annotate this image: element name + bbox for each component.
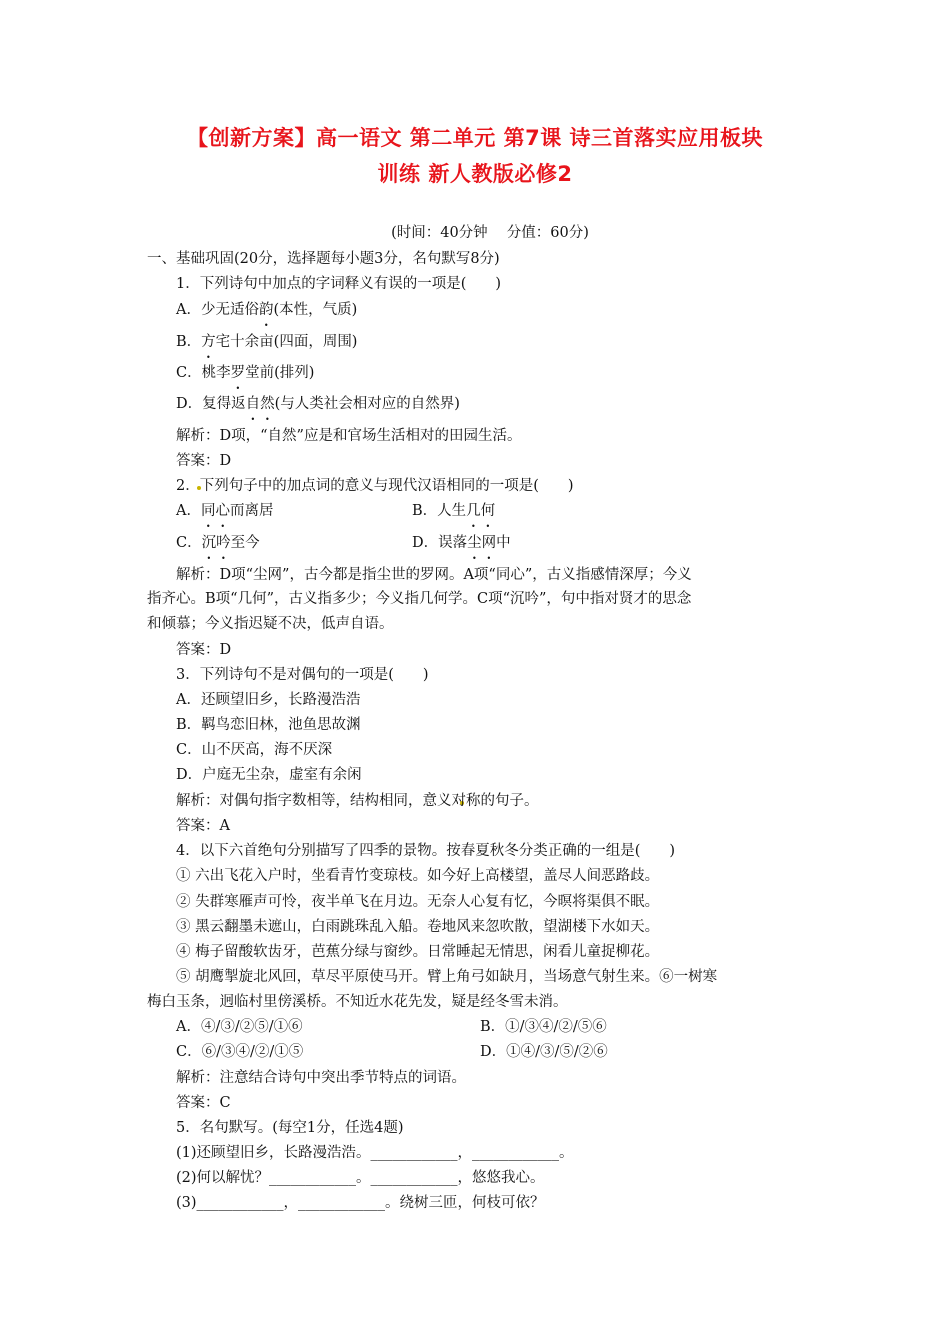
q3-option-b: B．羁鸟恋旧林，池鱼思故渊 [176,717,361,733]
q5-item-2: (2)何以解忧？____________。____________，悠悠我心。 [176,1170,545,1186]
q4-option-d: D．①④/③/⑤/②⑥ [480,1044,608,1060]
q2-analysis-line2: 指齐心。B项“几何”，古义指多少；今义指几何学。C项“沉吟”，句中指对贤才的思念 [147,591,692,607]
q1-stem: 1．下列诗句中加点的字词释义有误的一项是( ) [176,276,502,292]
q4-poem-4: ④ 梅子留酸软齿牙，芭蕉分绿与窗纱。日常睡起无情思，闲看儿童捉柳花。 [176,944,660,960]
q2-answer: 答案：D [176,642,232,658]
q4-poem-5-line1: ⑤ 胡鹰掣旋北风回，草尽平原使马开。臂上角弓如缺月，当场意气射生来。⑥一树寒 [176,969,718,985]
q3-option-d: D．户庭无尘杂，虚室有余闲 [176,767,362,783]
q4-poem-1: ① 六出飞花入户时，坐看青竹变琼枝。如今好上高楼望，盖尽人间恶路歧。 [176,868,660,884]
q4-poem-5-line2: 梅白玉条，迥临村里傍溪桥。不知近水花先发，疑是经冬雪未消。 [147,994,568,1010]
q3-analysis: 解析：对偶句指字数相等，结构相同，意义对称的句子。 [176,793,539,809]
document-title-line2: 训练 新人教版必修2 [377,162,573,186]
q1-answer: 答案：D [176,453,232,469]
q1-analysis: 解析：D项，“自然”应是和官场生活相对的田园生活。 [176,428,522,444]
q5-item-3: (3)____________，____________。绕树三匝，何枝可依？ [176,1195,545,1211]
q4-poem-3: ③ 黑云翻墨未遮山，白雨跳珠乱入船。卷地风来忽吹散，望湖楼下水如天。 [176,919,660,935]
q2-option-d: D．误落尘网中 [412,535,511,551]
q3-stem: 3．下列诗句不是对偶句的一项是( ) [176,667,429,683]
time-score-meta: (时间：40分钟 分值：60分) [391,225,589,241]
q2-stem: 2．下列句子中的加点词的意义与现代汉语相同的一项是( ) [176,478,574,494]
q4-stem: 4．以下六首绝句分别描写了四季的景物。按春夏秋冬分类正确的一组是( ) [176,843,676,859]
q3-answer: 答案：A [176,818,230,834]
q2-analysis-line3: 和倾慕；今义指迟疑不决，低声自语。 [147,616,394,632]
q4-option-a: A．④/③/②⑤/①⑥ [176,1019,303,1035]
q1-option-d: D．复得返自然(与人类社会相对应的自然界) [176,396,460,412]
q2-analysis-line1: 解析：D项“尘网”，古今都是指尘世的罗网。A项“同心”，古义指感情深厚；今义 [176,567,692,583]
q4-answer: 答案：C [176,1095,231,1111]
q2-option-c: C．沉吟至今 [176,535,260,551]
q4-option-b: B．①/③④/②/⑤⑥ [480,1019,607,1035]
q1-option-c: C．桃李罗堂前(排列) [176,365,315,381]
q5-stem: 5．名句默写。(每空1分，任选4题) [176,1120,404,1136]
q3-option-a: A．还顾望旧乡，长路漫浩浩 [176,692,361,708]
q4-analysis: 解析：注意结合诗句中突出季节特点的词语。 [176,1070,466,1086]
document-title-line1: 【创新方案】高一语文 第二单元 第7课 诗三首落实应用板块 [186,126,764,150]
q2-option-a: A．同心而离居 [176,503,274,519]
section-heading: 一、基础巩固(20分，选择题每小题3分，名句默写8分) [147,251,500,267]
q4-option-c: C．⑥/③④/②/①⑤ [176,1044,304,1060]
q4-poem-2: ② 失群寒雁声可怜，夜半单飞在月边。无奈人心复有忆，今暝将渠俱不眠。 [176,894,660,910]
q1-option-a: A．少无适俗韵(本性，气质) [176,302,358,318]
q1-option-b: B．方宅十余亩(四面，周围) [176,334,358,350]
q3-option-c: C．山不厌高，海不厌深 [176,742,333,758]
q5-item-1: (1)还顾望旧乡，长路漫浩浩。____________，____________。 [176,1145,574,1161]
q2-option-b: B．人生几何 [412,503,496,519]
